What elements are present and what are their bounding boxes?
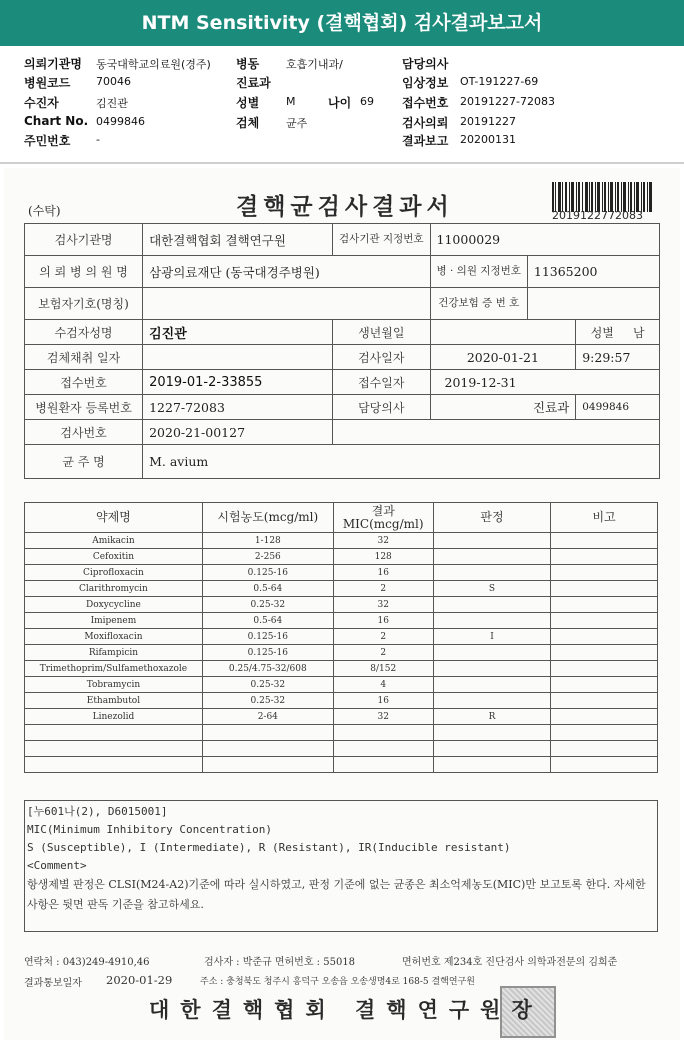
cell-mic: 2 <box>333 645 433 661</box>
cell-drug: Amikacin <box>25 533 203 549</box>
birth-label: 생년월일 <box>333 320 430 345</box>
cell-drug <box>25 741 203 757</box>
cell-range: 0.25-32 <box>202 677 333 693</box>
notes-comment-label: <Comment> <box>27 859 87 872</box>
cell-note <box>551 757 658 773</box>
strain-label: 균 주 명 <box>25 445 143 479</box>
cell-judge <box>433 693 551 709</box>
cell-note <box>551 533 658 549</box>
cell-mic: 32 <box>333 533 433 549</box>
cell-note <box>551 645 658 661</box>
cell-judge <box>433 741 551 757</box>
cell-judge: R <box>433 709 551 725</box>
cell-note <box>551 629 658 645</box>
dept-label: 진료과 <box>236 76 271 90</box>
insured-label: 보험자기호(명칭) <box>25 288 143 320</box>
notes-code: [누601나(2), D6015001] <box>27 805 168 818</box>
cell-judge <box>433 549 551 565</box>
divider <box>0 162 684 164</box>
hospital-label: 의뢰기관명 <box>24 57 82 71</box>
insured-value <box>143 288 430 320</box>
lab-no-value: 11000029 <box>430 224 659 256</box>
cell-mic: 2 <box>333 581 433 597</box>
patient-value: 김진관 <box>143 320 333 345</box>
health-value <box>527 288 659 320</box>
cell-mic: 128 <box>333 549 433 565</box>
cell-note <box>551 597 658 613</box>
ward-value: 호흡기내과/ <box>286 58 343 71</box>
doctor-label: 담당의사 <box>333 395 430 420</box>
health-label: 건강보험 증 번 호 <box>430 288 527 320</box>
footer-contact: 연락처 : 043)249-4910,46 <box>24 957 150 968</box>
cell-drug: Moxifloxacin <box>25 629 203 645</box>
report-label: 결과보고 <box>402 134 449 148</box>
col-header-mic-text: 결과 MIC(mcg/ml) <box>342 503 424 531</box>
footer-address: 주소 : 충청북도 청주시 흥덕구 오송읍 오송생명4로 168-5 결핵연구원 <box>200 977 475 987</box>
table-row <box>25 597 658 613</box>
cell-range: 0.25/4.75-32/608 <box>202 661 333 677</box>
sex-label: 성별 <box>236 96 260 110</box>
cell-drug: Ciprofloxacin <box>25 565 203 581</box>
receipt-no-label: 접수번호 <box>25 370 143 395</box>
barcode <box>552 182 652 212</box>
cell-range: 0.5-64 <box>202 581 333 597</box>
reception-label: 접수번호 <box>402 96 449 110</box>
cell-mic: 16 <box>333 613 433 629</box>
doctor-label: 담당의사 <box>402 57 449 71</box>
footer-org: 대한결핵협회 결핵연구원장 <box>149 997 543 1022</box>
exam-no-label: 검사번호 <box>25 420 143 445</box>
cell-note <box>551 549 658 565</box>
exam-no-value: 2020-21-00127 <box>143 420 333 445</box>
cell-range: 0.25-32 <box>202 693 333 709</box>
cell-judge <box>433 645 551 661</box>
cell-judge <box>433 757 551 773</box>
reg-no-label: 병원환자 등록번호 <box>25 395 143 420</box>
clinical-value: OT-191227-69 <box>460 75 539 88</box>
cell-judge <box>433 661 551 677</box>
test-date-value: 2020-01-21 <box>430 345 576 370</box>
cell-note <box>551 693 658 709</box>
reception-value: 20191227-72083 <box>460 95 555 108</box>
lab-no-label: 검사기관 지정번호 <box>333 224 430 256</box>
col-header-drug: 약제명 <box>25 503 203 533</box>
report-value: 20200131 <box>460 133 516 146</box>
request-value: 20191227 <box>460 115 516 128</box>
table-row <box>25 741 658 757</box>
hosp-no-value: 11365200 <box>527 256 659 288</box>
cell-drug: Linezolid <box>25 709 203 725</box>
cell-range: 1-128 <box>202 533 333 549</box>
cell-mic: 32 <box>333 597 433 613</box>
receipt-date-label: 접수일자 <box>333 370 430 395</box>
cell-mic <box>333 757 433 773</box>
request-label: 검사의뢰 <box>402 116 449 130</box>
cell-judge: I <box>433 629 551 645</box>
cell-drug: Clarithromycin <box>25 581 203 597</box>
cell-drug: Cefoxitin <box>25 549 203 565</box>
cell-range: 0.125-16 <box>202 565 333 581</box>
reg-no-value: 1227-72083 <box>143 395 333 420</box>
table-row <box>25 661 658 677</box>
patient-label: 수검자성명 <box>25 320 143 345</box>
table-row <box>25 645 658 661</box>
patient-info-panel <box>0 50 684 160</box>
chart-label: Chart No. <box>24 114 89 128</box>
cell-range <box>202 757 333 773</box>
sex-cell <box>576 320 660 345</box>
test-time-value: 9:29:57 <box>576 345 660 370</box>
cell-judge <box>433 677 551 693</box>
cell-judge: S <box>433 581 551 597</box>
cell-drug: Trimethoprim/Sulfamethoxazole <box>25 661 203 677</box>
table-row <box>25 725 658 741</box>
cell-judge <box>433 565 551 581</box>
cell-judge <box>433 613 551 629</box>
barcode-number: 2019122772083 <box>552 209 643 222</box>
cell-drug <box>25 725 203 741</box>
notes-legend: S (Susceptible), I (Intermediate), R (Resistant), IR(Inducible resistant) <box>27 841 511 854</box>
table-row <box>25 693 658 709</box>
cell-drug: Rifampicin <box>25 645 203 661</box>
scanned-document <box>4 168 680 1040</box>
notes-mic: MIC(Minimum Inhibitory Concentration) <box>27 823 273 836</box>
cell-range: 0.25-32 <box>202 597 333 613</box>
notes-box <box>24 800 658 932</box>
cell-note <box>551 581 658 597</box>
receipt-date-value: 2019-12-31 <box>430 370 659 395</box>
table-row <box>25 549 658 565</box>
table-row <box>25 565 658 581</box>
cell-mic: 2 <box>333 629 433 645</box>
cell-mic: 16 <box>333 693 433 709</box>
clinical-label: 임상정보 <box>402 76 449 90</box>
age-value: 69 <box>360 95 374 108</box>
cell-mic: 4 <box>333 677 433 693</box>
col-header-mic <box>333 503 433 533</box>
footer-cert: 면허번호 제234호 진단검사 의학과전문의 김희준 <box>402 957 618 968</box>
cell-range: 0.5-64 <box>202 613 333 629</box>
hosp-no-label: 병 · 의원 지정번호 <box>430 256 527 288</box>
doc-sex-value: 남 <box>632 325 645 340</box>
cell-mic <box>333 725 433 741</box>
cell-note <box>551 677 658 693</box>
col-header-judge: 판정 <box>433 503 551 533</box>
receipt-no-value: 2019-01-2-33855 <box>143 370 333 395</box>
cell-drug: Ethambutol <box>25 693 203 709</box>
footer-report-date-label: 결과통보일자 <box>24 978 82 989</box>
receipt-tag: (수탁) <box>28 204 61 218</box>
clinic-label: 진료과 <box>430 395 576 420</box>
cell-note <box>551 741 658 757</box>
collect-label: 검체채취 일자 <box>25 345 143 370</box>
cell-drug: Imipenem <box>25 613 203 629</box>
lab-value: 대한결핵협회 결핵연구원 <box>143 224 333 256</box>
doc-sex-label: 성별 <box>590 325 614 340</box>
cell-judge <box>433 533 551 549</box>
table-row <box>25 581 658 597</box>
birth-value <box>430 320 576 345</box>
table-row <box>25 613 658 629</box>
specimen-label: 검체 <box>236 116 260 130</box>
cell-note <box>551 725 658 741</box>
strain-value: M. avium <box>143 445 660 479</box>
table-row <box>25 629 658 645</box>
cell-range: 0.125-16 <box>202 629 333 645</box>
cell-drug <box>25 757 203 773</box>
age-label: 나이 <box>328 96 352 110</box>
report-title: NTM Sensitivity (결핵협회) 검사결과보고서 <box>0 0 684 46</box>
results-table <box>24 502 658 773</box>
rrn-label: 주민번호 <box>24 134 71 148</box>
sex-value: M <box>286 95 296 108</box>
cell-range: 0.125-16 <box>202 645 333 661</box>
document-title: 결핵균검사결과서 <box>236 193 454 220</box>
rrn-value: - <box>96 133 100 146</box>
lab-label: 검사기관명 <box>25 224 143 256</box>
examinee-label: 수진자 <box>24 96 59 110</box>
specimen-value: 균주 <box>286 117 308 130</box>
cell-mic: 32 <box>333 709 433 725</box>
cell-drug: Tobramycin <box>25 677 203 693</box>
cell-note <box>551 709 658 725</box>
cell-range <box>202 725 333 741</box>
req-hosp-label: 의 뢰 병 의 원 명 <box>25 256 143 288</box>
col-header-note: 비고 <box>551 503 658 533</box>
cell-note <box>551 661 658 677</box>
cell-note <box>551 565 658 581</box>
table-row <box>25 533 658 549</box>
cell-mic: 8/152 <box>333 661 433 677</box>
cell-drug: Doxycycline <box>25 597 203 613</box>
table-row <box>25 709 658 725</box>
cell-note <box>551 613 658 629</box>
test-date-label: 검사일자 <box>333 345 430 370</box>
cell-mic: 16 <box>333 565 433 581</box>
code-value: 70046 <box>96 75 131 88</box>
cell-range: 2-64 <box>202 709 333 725</box>
cell-range: 2-256 <box>202 549 333 565</box>
table-row <box>25 757 658 773</box>
code-label: 병원코드 <box>24 76 71 90</box>
notes-comment: 항생제별 판정은 CLSI(M24-A2)기준에 따라 실시하였고, 판정 기준에 없는 균종은 최소억제농도(MIC)만 보고토록 한다. 자세한 사항은 뒷면 판독 기준을 참고하세요. <box>27 878 646 911</box>
footer-report-date: 2020-01-29 <box>106 973 173 987</box>
patient-info-table <box>24 223 660 479</box>
req-hosp-value: 삼광의료재단 (동국대경주병원) <box>143 256 430 288</box>
collect-value <box>143 345 333 370</box>
footer-examiner: 검사자 : 박준규 면허번호 : 55018 <box>204 957 356 968</box>
table-row <box>25 677 658 693</box>
chart-value: 0499846 <box>96 115 145 128</box>
cell-mic <box>333 741 433 757</box>
cell-range <box>202 741 333 757</box>
col-header-range: 시험농도(mcg/ml) <box>202 503 333 533</box>
clinic-value: 0499846 <box>576 395 660 420</box>
examinee-value: 김진관 <box>96 97 128 110</box>
cell-judge <box>433 597 551 613</box>
ward-label: 병동 <box>236 57 260 71</box>
cell-judge <box>433 725 551 741</box>
hospital-value: 동국대학교의료원(경주) <box>96 58 211 71</box>
